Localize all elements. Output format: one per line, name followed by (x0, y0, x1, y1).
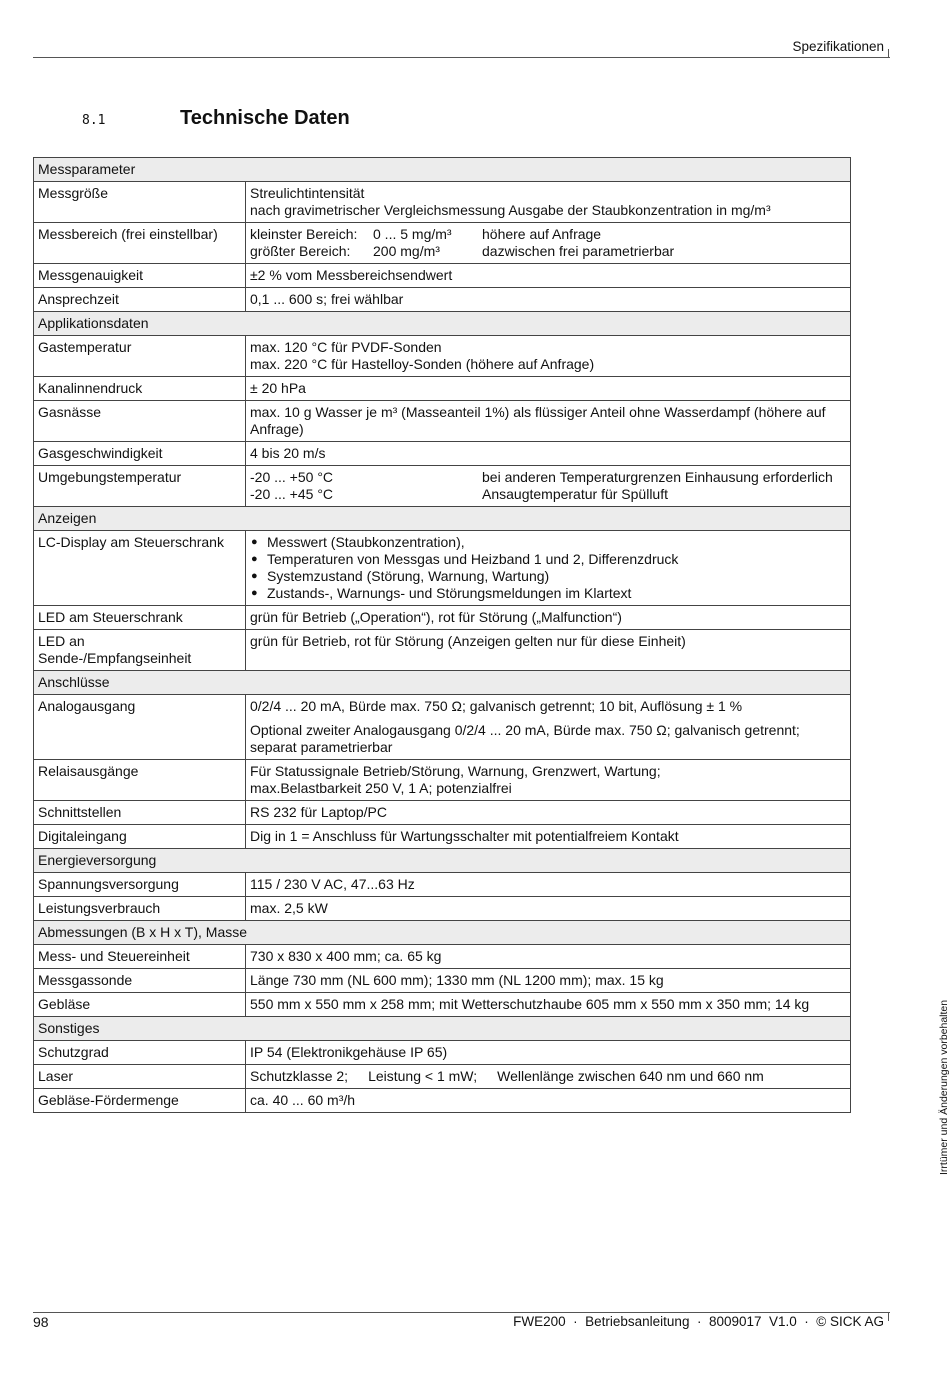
grid-cell: 200 mg/m³ (373, 243, 440, 259)
row-label: Relaisausgänge (34, 760, 246, 801)
group-label: Anschlüsse (34, 671, 851, 695)
row-value (246, 336, 851, 377)
row-value: max. 2,5 kW (246, 897, 851, 921)
grid-cell: höhere auf Anfrage (482, 226, 602, 242)
group-row (34, 921, 851, 945)
list-item: ● Zustands-, Warnungs- und Störungsmeldungen im Klartext (250, 585, 846, 602)
row-label: Ansprechzeit (34, 288, 246, 312)
value-line: max. 120 °C für PVDF-Sonden (250, 339, 442, 355)
group-row (34, 1017, 851, 1041)
row-label: LC-Display am Steuerschrank (34, 531, 246, 606)
table-row (34, 695, 851, 760)
row-value (246, 466, 851, 507)
grid-cell: 0 ... 5 mg/m³ (373, 226, 452, 242)
table-row (34, 264, 851, 288)
group-label: Messparameter (34, 158, 851, 182)
grid-cell: größter Bereich: (250, 243, 351, 259)
row-value: 115 / 230 V AC, 47...63 Hz (246, 873, 851, 897)
row-value (246, 531, 851, 606)
value-line: Optional zweiter Analogausgang 0/2/4 ... 20 mA, Bürde max. 750 Ω; galvanisch getrennt; separat parametrierbar (250, 722, 800, 755)
table-row (34, 606, 851, 630)
group-row (34, 507, 851, 531)
spec-table (33, 157, 851, 1113)
table-row (34, 1065, 851, 1089)
row-value: 730 x 830 x 400 mm; ca. 65 kg (246, 945, 851, 969)
row-value: Dig in 1 = Anschluss für Wartungsschalter mit potentialfreiem Kontakt (246, 825, 851, 849)
grid-cell: bei anderen Temperaturgrenzen Einhausung erforderlich (482, 469, 833, 485)
laser-class: Schutzklasse 2; (250, 1068, 349, 1084)
value-line: max.Belastbarkeit 250 V, 1 A; potenzialfrei (250, 780, 512, 796)
group-label: Applikationsdaten (34, 312, 851, 336)
row-value: grün für Betrieb („Operation“), rot für Störung („Malfunction“) (246, 606, 851, 630)
row-label: Mess- und Steuereinheit (34, 945, 246, 969)
list-item: ● Messwert (Staubkonzentration), (250, 534, 846, 551)
table-row (34, 466, 851, 507)
row-value (246, 182, 851, 223)
header-section-title: Spezifikationen (792, 39, 884, 54)
laser-values (250, 1068, 846, 1085)
table-row (34, 182, 851, 223)
page-number: 98 (33, 1314, 49, 1330)
table-row (34, 801, 851, 825)
table-row (34, 873, 851, 897)
table-row (34, 377, 851, 401)
row-label: Gasgeschwindigkeit (34, 442, 246, 466)
section-title: Technische Daten (180, 107, 350, 129)
row-value (246, 1065, 851, 1089)
table-row (34, 945, 851, 969)
row-label: Leistungsverbrauch (34, 897, 246, 921)
value-line: 0/2/4 ... 20 mA, Bürde max. 750 Ω; galvanisch getrennt; 10 bit, Auflösung ± 1 % (250, 698, 743, 714)
row-value: 550 mm x 550 mm x 258 mm; mit Wetterschutzhaube 605 mm x 550 mm x 350 mm; 14 kg (246, 993, 851, 1017)
row-label: LED am Steuerschrank (34, 606, 246, 630)
footer-rule-tick (888, 1312, 889, 1321)
row-value: grün für Betrieb, rot für Störung (Anzeigen gelten nur für diese Einheit) (246, 630, 851, 671)
row-label: Messgassonde (34, 969, 246, 993)
table-row (34, 1041, 851, 1065)
table-row (34, 760, 851, 801)
grid-cell: Ansaugtemperatur für Spülluft (482, 486, 668, 502)
side-disclaimer: Irrtümer und Änderungen vorbehalten (938, 999, 950, 1175)
table-row (34, 288, 851, 312)
row-value (246, 223, 851, 264)
list-item: ● Temperaturen von Messgas und Heizband 1 und 2, Differenzdruck (250, 551, 846, 568)
row-value: RS 232 für Laptop/PC (246, 801, 851, 825)
group-label: Abmessungen (B x H x T), Masse (34, 921, 851, 945)
row-label: Analogausgang (34, 695, 246, 760)
row-label: Messbereich (frei einstellbar) (34, 223, 246, 264)
grid-cell: kleinster Bereich: (250, 226, 358, 242)
table-row (34, 401, 851, 442)
row-value: ca. 40 ... 60 m³/h (246, 1089, 851, 1113)
row-label: Kanalinnendruck (34, 377, 246, 401)
group-label: Energieversorgung (34, 849, 851, 873)
row-value: IP 54 (Elektronikgehäuse IP 65) (246, 1041, 851, 1065)
row-label: Gebläse-Fördermenge (34, 1089, 246, 1113)
value-line: Streulichtintensität (250, 185, 365, 201)
group-label: Anzeigen (34, 507, 851, 531)
row-label: LED an Sende-/Empfangseinheit (34, 630, 246, 671)
row-value: Länge 730 mm (NL 600 mm); 1330 mm (NL 1200 mm); max. 15 kg (246, 969, 851, 993)
table-row (34, 969, 851, 993)
table-row (34, 223, 851, 264)
section-number: 8.1 (82, 113, 106, 128)
table-row (34, 630, 851, 671)
table-row (34, 825, 851, 849)
table-row (34, 336, 851, 377)
row-label: Schutzgrad (34, 1041, 246, 1065)
row-label: Digitaleingang (34, 825, 246, 849)
row-label: Gebläse (34, 993, 246, 1017)
row-label: Umgebungstemperatur (34, 466, 246, 507)
row-value: ± 20 hPa (246, 377, 851, 401)
row-label: Gastemperatur (34, 336, 246, 377)
group-label: Sonstiges (34, 1017, 851, 1041)
table-row (34, 531, 851, 606)
table-row (34, 1089, 851, 1113)
row-label: Gasnässe (34, 401, 246, 442)
table-row (34, 442, 851, 466)
row-label: Messgröße (34, 182, 246, 223)
value-line: nach gravimetrischer Vergleichsmessung Ausgabe der Staubkonzentration in mg/m³ (250, 202, 771, 218)
group-row (34, 671, 851, 695)
row-value: max. 10 g Wasser je m³ (Masseanteil 1%) als flüssiger Anteil ohne Wasserdampf (höhere auf Anfrage) (246, 401, 851, 442)
grid-cell: dazwischen frei parametrierbar (482, 243, 675, 259)
laser-power: Leistung < 1 mW; (368, 1068, 478, 1084)
list-item: ● Systemzustand (Störung, Warnung, Wartung) (250, 568, 846, 585)
group-row (34, 158, 851, 182)
table-row (34, 897, 851, 921)
row-label: Laser (34, 1065, 246, 1089)
value-line: max. 220 °C für Hastelloy-Sonden (höhere auf Anfrage) (250, 356, 595, 372)
row-value: 0,1 ... 600 s; frei wählbar (246, 288, 851, 312)
group-row (34, 849, 851, 873)
group-row (34, 312, 851, 336)
bullet-list (250, 534, 846, 602)
row-label: Spannungsversorgung (34, 873, 246, 897)
grid-cell: -20 ... +45 °C (250, 486, 334, 502)
row-value: 4 bis 20 m/s (246, 442, 851, 466)
footer-rule (33, 1312, 890, 1313)
header-rule (33, 57, 890, 58)
footer-document-info: FWE200 · Betriebsanleitung · 8009017 V1.0 · © SICK AG (513, 1314, 884, 1329)
table-row (34, 993, 851, 1017)
laser-wavelength: Wellenlänge zwischen 640 nm und 660 nm (497, 1068, 764, 1084)
header-rule-tick (888, 49, 889, 58)
row-label: Messgenauigkeit (34, 264, 246, 288)
value-grid (250, 469, 846, 503)
row-value (246, 760, 851, 801)
row-label: Schnittstellen (34, 801, 246, 825)
value-line: Für Statussignale Betrieb/Störung, Warnung, Grenzwert, Wartung; (250, 763, 661, 779)
row-value (246, 695, 851, 760)
grid-cell: -20 ... +50 °C (250, 469, 334, 485)
value-grid (250, 226, 846, 260)
row-value: ±2 % vom Messbereichsendwert (246, 264, 851, 288)
